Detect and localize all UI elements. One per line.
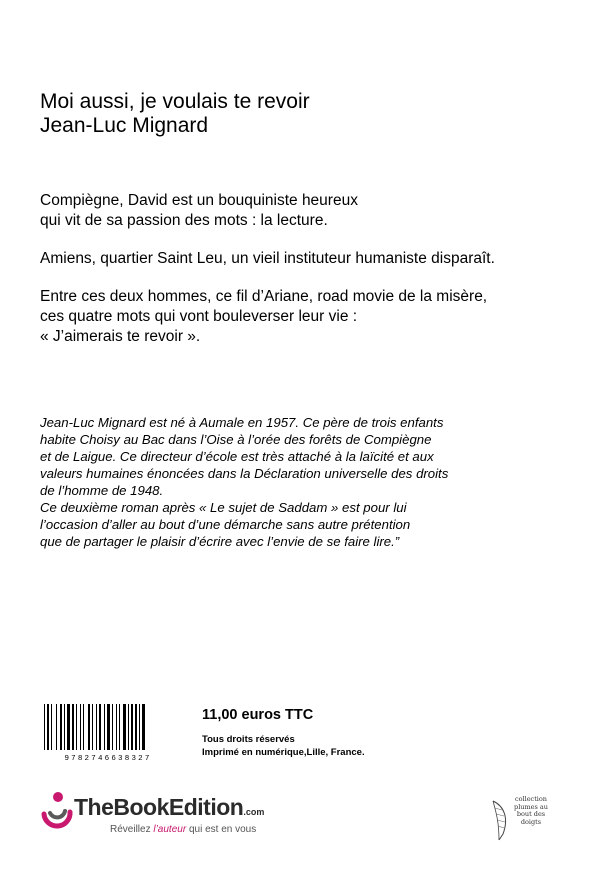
collection-line: plumes au: [514, 802, 548, 811]
person-circle-logo-icon: [40, 788, 74, 832]
collection-line: collection: [515, 795, 547, 803]
collection-line: bout des: [516, 810, 546, 818]
synopsis-paragraph-1: [40, 191, 495, 231]
barcode-bars: [44, 704, 145, 750]
publisher-slogan: [110, 824, 256, 835]
publisher-name: [74, 794, 264, 821]
book-author: Jean-Luc Mignard: [40, 114, 209, 137]
bio-line: Jean-Luc Mignard est né à Aumale en 1957. Ce père de trois enfants: [40, 415, 444, 430]
collection-name: [512, 796, 550, 826]
synopsis-paragraph-2: [40, 249, 495, 269]
synopsis-line: ces quatre mots qui vont bouleverser leur vie :: [40, 308, 358, 325]
synopsis-line: « J’aimerais te revoir ».: [40, 328, 201, 345]
bio-line: habite Choisy au Bac dans l’Oise à l’orée des forêts de Compiègne: [40, 432, 432, 447]
bio-line: et de Laigue. Ce directeur d’école est très attaché à la laïcité et aux: [40, 449, 434, 464]
bio-line: de l’homme de 1948.: [40, 483, 164, 498]
bio-line: que de partager le plaisir d’écrire avec l’envie de se faire lire.”: [40, 534, 400, 549]
bio-line: valeurs humaines énoncées dans la Déclaration universelle des droits: [40, 466, 449, 481]
slogan-accent: l’auteur: [153, 824, 187, 835]
isbn-barcode: [40, 702, 177, 762]
barcode-digits: 9782746638327: [64, 755, 152, 762]
print-line: Imprimé en numérique,Lille, France.: [202, 747, 365, 758]
rights-block: [202, 733, 365, 759]
synopsis-line: Amiens, quartier Saint Leu, un vieil instituteur humaniste disparaît.: [40, 250, 495, 267]
collection-line: doigts: [520, 817, 542, 826]
synopsis-line: qui vit de sa passion des mots : la lecture.: [40, 212, 328, 229]
slogan-post: qui est en vous: [186, 824, 257, 835]
quill-feather-icon: [490, 798, 512, 844]
publisher-domain-suffix: .com: [243, 807, 265, 817]
book-title-block: [40, 90, 310, 138]
synopsis: [40, 191, 495, 365]
synopsis-line: Compiègne, David est un bouquiniste heureux: [40, 192, 358, 209]
collection-mark: [490, 796, 550, 846]
publisher-logo: [40, 788, 320, 848]
publisher-name-text: TheBookEdition: [74, 794, 244, 820]
bio-line: Ce deuxième roman après « Le sujet de Saddam » est pour lui: [40, 500, 407, 515]
author-bio: [40, 414, 448, 550]
book-title: Moi aussi, je voulais te revoir: [40, 90, 310, 113]
slogan-pre: Réveillez: [110, 824, 154, 835]
synopsis-line: Entre ces deux hommes, ce fil d’Ariane, road movie de la misère,: [40, 288, 488, 305]
bio-line: l’occasion d’aller au bout d’une démarche sans autre prétention: [40, 517, 411, 532]
synopsis-paragraph-3: [40, 287, 495, 347]
price: 11,00 euros TTC: [202, 707, 314, 723]
rights-line: Tous droits réservés: [202, 734, 295, 745]
